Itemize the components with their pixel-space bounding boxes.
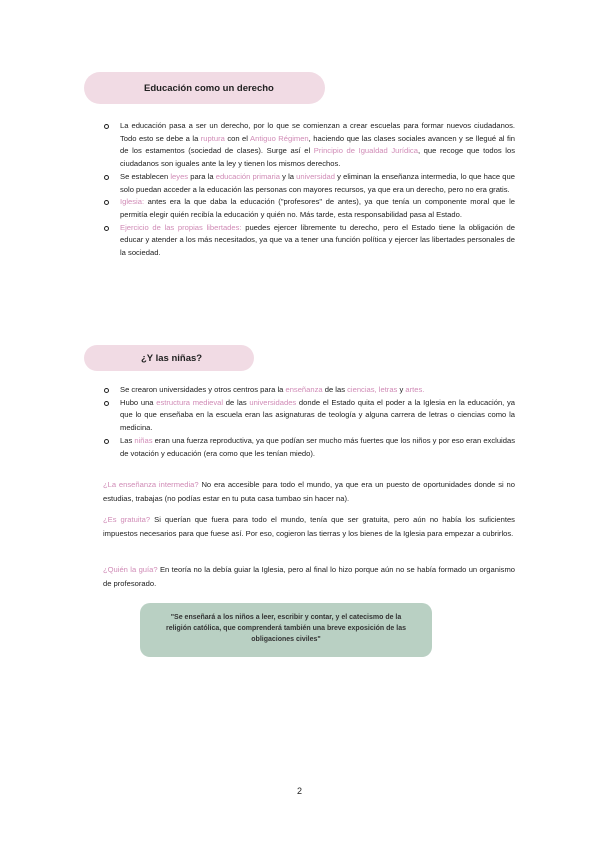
body-text: Se crearon universidades y otros centros para la (120, 385, 286, 394)
highlighted-text: artes. (405, 385, 425, 394)
section-heading-girls (84, 345, 254, 371)
body-text: Si querían que fuera para todo el mundo, tenía que ser gratuita, pero aún no había los suficientes impuestos necesarios para que fuese así. Por eso, cogieron las tierras y los bienes de la Iglesia para empezar a cubrirlos. (103, 515, 515, 538)
bullet-list-education (104, 120, 515, 260)
list-item (104, 222, 515, 260)
list-item (104, 435, 515, 460)
highlighted-text: ¿Quién la guía? (103, 565, 158, 574)
bullet-list-girls (104, 384, 515, 460)
list-item (104, 397, 515, 435)
list-item (104, 120, 515, 171)
highlighted-text: leyes (170, 171, 189, 181)
bullet-icon (104, 200, 109, 205)
body-text: , haciendo que las clases sociales avancen y se llegué al fin de los estamentos (sociedad de clases). Surge así el (120, 133, 515, 156)
body-text: y la (279, 171, 297, 181)
body-text: Las (120, 435, 135, 445)
quote-box (140, 603, 432, 657)
bullet-icon (104, 175, 109, 180)
highlighted-text: enseñanza (285, 385, 323, 394)
body-text: de las (322, 385, 348, 394)
highlighted-text: Principio de Igualdad Jurídica (313, 146, 418, 156)
body-text: donde el Estado quita el poder a la Iglesia en la educación, ya que lo que enseñaba en la escuela eran las asignaturas de teología y alguna carrera de letras o ciencias como la medicina. (120, 397, 516, 433)
body-text: Hubo una (120, 397, 157, 407)
body-text: para la (188, 171, 216, 181)
highlighted-text: educación primaria (215, 171, 280, 181)
bullet-icon (104, 226, 109, 231)
body-text: En teoría no la debía guiar la Iglesia, pero al final lo hizo porque aún no se había formado un organismo de profesorado. (103, 565, 515, 588)
paragraph-intermediate-education (103, 478, 515, 505)
bullet-icon (104, 388, 109, 393)
list-item (104, 171, 515, 196)
page-number: 2 (296, 786, 302, 796)
highlighted-text: Ejercicio de las propias libertades: (120, 222, 242, 232)
body-text: antes era la que daba la educación ("profesores" de antes), ya que tenía un componente moral que le permitía elegir quién recibía la educación y quién no. Más tarde, esta responsabilidad pasa al Estado. (120, 197, 515, 219)
body-text: y (397, 385, 406, 394)
body-text: de las (223, 397, 250, 407)
body-text: con el (224, 133, 251, 143)
body-text: puedes ejercer libremente tu derecho, pero el Estado tiene la obligación de educar y atender a los más necesitados, ya que va a tener una función política y ejercer las libertades personales de la sociedad. (120, 222, 515, 258)
section-title: ¿Y las niñas? (141, 352, 203, 364)
quote-text: "Se enseñará a los niños a leer, escribir y contar, y el catecismo de la religión católica, que comprenderá también una breve exposición de las obligaciones civiles" (165, 614, 407, 643)
list-item (104, 196, 515, 221)
body-text: y eliminan la enseñanza intermedia, lo que hace que solo puedan acceder a la educación las personas con mayores recursos, ya que era un derecho, pero no era gratis. (120, 171, 515, 194)
highlighted-text: universidad (296, 171, 335, 181)
body-text: Se establecen (120, 171, 171, 181)
bullet-icon (104, 124, 109, 129)
paragraph-free-education (103, 513, 515, 540)
bullet-icon (104, 401, 109, 406)
body-text: , que recoge que todos los ciudadanos son iguales ante la ley y tienen los mismos derechos. (120, 146, 515, 169)
highlighted-text: niñas (134, 435, 153, 445)
body-text: No era accesible para todo el mundo, ya que era un puesto de oportunidades donde si no estudias, trabajas (no podías estar en tu puta casa tumbao sin hacer na). (103, 480, 515, 503)
list-item (104, 384, 515, 397)
paragraph-who-guides (103, 563, 515, 590)
highlighted-text: ¿Es gratuita? (103, 515, 151, 524)
body-text: eran una fuerza reproductiva, ya que podían ser mucho más fuertes que los niños y por eso eran excluidas de votación y educación (era como que les tenían miedo). (120, 435, 515, 458)
highlighted-text: ruptura (200, 133, 225, 143)
section-heading-education-right (84, 72, 325, 104)
highlighted-text: ¿La enseñanza intermedia? (103, 480, 199, 489)
body-text: La educación pasa a ser un derecho, por lo que se comienzan a crear escuelas para formar nuevos ciudadanos. Todo esto se debe a la (120, 121, 515, 143)
highlighted-text: Iglesia: (120, 197, 145, 207)
highlighted-text: Antiguo Régimen (250, 133, 309, 143)
highlighted-text: ciencias, letras (347, 385, 398, 394)
bullet-icon (104, 439, 109, 444)
highlighted-text: estructura medieval (156, 397, 224, 407)
section-title: Educación como un derecho (144, 82, 274, 94)
highlighted-text: universidades (249, 397, 297, 407)
